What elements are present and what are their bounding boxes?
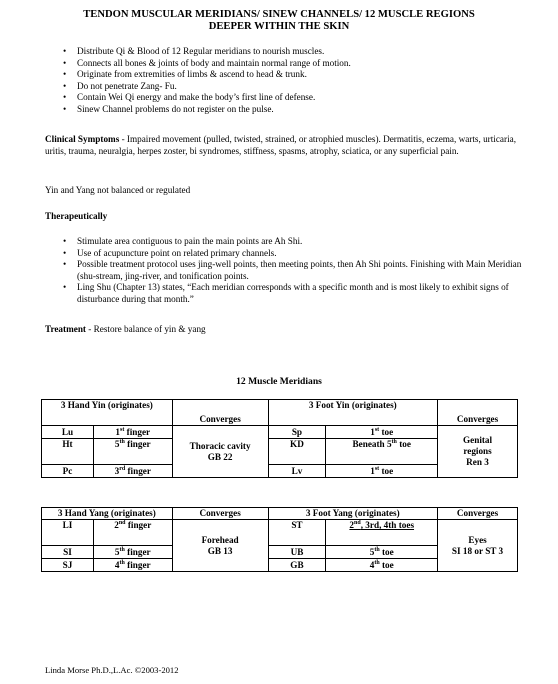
table-title: 12 Muscle Meridians bbox=[236, 376, 322, 387]
origin-cell bbox=[93, 439, 172, 465]
origin-text: finger bbox=[124, 426, 151, 437]
table-row bbox=[42, 520, 518, 546]
converges-header: Converges bbox=[438, 400, 518, 426]
origin-cell bbox=[326, 546, 438, 559]
ordinal-suffix: th bbox=[119, 438, 125, 445]
ordinal-number: 3 bbox=[114, 465, 120, 476]
origin-cell bbox=[326, 559, 438, 572]
ordinal-number: 5 bbox=[369, 546, 375, 557]
meridian-cell: KD bbox=[268, 439, 326, 465]
foot-yang-header: 3 Foot Yang (originates) bbox=[268, 508, 438, 520]
converges-cell bbox=[172, 426, 268, 478]
origin-text: toe bbox=[379, 559, 394, 570]
list-item: • Contain Wei Qi energy and make the body’s first line of defense. bbox=[63, 92, 533, 104]
treatment-label: Treatment bbox=[45, 324, 86, 334]
converges-cell bbox=[438, 426, 518, 478]
meridian-cell: Sp bbox=[268, 426, 326, 439]
converges-line: Forehead bbox=[201, 534, 239, 545]
origin-text: toe bbox=[396, 439, 411, 449]
meridian-cell: GB bbox=[268, 559, 326, 572]
clinical-symptoms-label: Clinical Symptoms bbox=[45, 134, 120, 144]
ordinal-suffix: th bbox=[119, 559, 125, 566]
treatment-text: - Restore balance of yin & yang bbox=[86, 324, 206, 334]
origin-cell bbox=[93, 546, 172, 559]
converges-cell bbox=[438, 520, 518, 572]
intro-bullet-list bbox=[63, 46, 533, 116]
list-item: • Use of acupuncture point on related primary channels. bbox=[63, 248, 523, 260]
list-item: • Sinew Channel problems do not register on the pulse. bbox=[63, 104, 533, 116]
title-line-1: TENDON MUSCULAR MERIDIANS/ SINEW CHANNELS/ 12 MUSCLE REGIONS bbox=[83, 9, 475, 20]
therapeutic-bullet-list bbox=[63, 236, 523, 306]
converges-line: SI 18 or ST 3 bbox=[451, 545, 504, 556]
list-item: • Distribute Qi & Blood of 12 Regular meridians to nourish muscles. bbox=[63, 46, 533, 58]
ordinal-suffix: st bbox=[120, 426, 125, 433]
table-row bbox=[42, 508, 518, 520]
ordinal-suffix: nd bbox=[354, 519, 361, 526]
origin-text: , 3rd, 4th toes bbox=[360, 520, 415, 530]
ordinal-suffix: th bbox=[119, 546, 125, 553]
ordinal-number: 4 bbox=[369, 559, 375, 570]
meridian-cell: LI bbox=[42, 520, 94, 546]
converges-line: Thoracic cavity bbox=[189, 440, 251, 451]
meridian-cell: Ht bbox=[42, 439, 94, 465]
footer-copyright: Linda Morse Ph.D.,L.Ac. ©2003-2012 bbox=[45, 665, 179, 675]
yin-yang-statement: Yin and Yang not balanced or regulated bbox=[45, 185, 191, 195]
ordinal-number: 1 bbox=[115, 426, 121, 437]
origin-cell bbox=[326, 465, 438, 478]
origin-prefix: Beneath bbox=[352, 439, 387, 449]
converges-header: Converges bbox=[172, 400, 268, 426]
origin-text: finger bbox=[124, 439, 151, 449]
origin-text: finger bbox=[125, 520, 152, 530]
clinical-symptoms-paragraph bbox=[45, 134, 525, 157]
table-row bbox=[42, 400, 518, 414]
ordinal-suffix: rd bbox=[119, 465, 126, 472]
origin-text: toe bbox=[379, 426, 394, 437]
meridian-cell: ST bbox=[268, 520, 326, 546]
converges-line: Eyes bbox=[468, 534, 487, 545]
therapeutically-heading: Therapeutically bbox=[45, 211, 108, 221]
ordinal-number: 5 bbox=[114, 439, 120, 449]
hand-yin-header: 3 Hand Yin (originates) bbox=[42, 400, 173, 426]
converges-line: Ren 3 bbox=[466, 457, 489, 467]
list-item: • Ling Shu (Chapter 13) states, “Each meridian corresponds with a specific month and is most likely to exhibit signs of disturbance during that month.” bbox=[63, 282, 523, 305]
ordinal-number: 5 bbox=[386, 439, 392, 449]
converges-header: Converges bbox=[172, 508, 268, 520]
origin-text: toe bbox=[379, 546, 394, 557]
origin-cell bbox=[326, 439, 438, 465]
title-line-2: DEEPER WITHIN THE SKIN bbox=[208, 21, 350, 32]
page-title bbox=[0, 9, 558, 33]
ordinal-suffix: th bbox=[391, 438, 397, 445]
converges-line: regions bbox=[463, 446, 492, 456]
ordinal-number: 2 bbox=[114, 520, 119, 530]
list-item: • Connects all bones & joints of body and maintain normal range of motion. bbox=[63, 58, 533, 70]
ordinal-suffix: th bbox=[374, 546, 380, 553]
ordinal-number: 1 bbox=[370, 426, 375, 437]
meridian-cell: UB bbox=[268, 546, 326, 559]
origin-text: finger bbox=[124, 546, 151, 557]
list-item: • Stimulate area contiguous to pain the main points are Ah Shi. bbox=[63, 236, 523, 248]
ordinal-number: 1 bbox=[370, 465, 375, 476]
list-item: • Originate from extremities of limbs & ascend to head & trunk. bbox=[63, 69, 533, 81]
yin-meridian-table bbox=[41, 399, 518, 478]
list-item: • Possible treatment protocol uses jing-well points, then meeting points, then Ah Shi points. Finishing with Main Meridian (shu-stream, jing-river, and tonification points. bbox=[63, 259, 523, 282]
origin-cell bbox=[326, 426, 438, 439]
meridian-cell: Pc bbox=[42, 465, 94, 478]
converges-cell bbox=[172, 520, 268, 572]
clinical-symptoms-text: - Impaired movement (pulled, twisted, strained, or atrophied muscles). Dermatitis, eczema, warts, urticaria, uritis, trauma, neuralgia, herpes zoster, bi syndromes, stiffness, spasms, atrophy, sciatica, or any superficial pain. bbox=[45, 134, 516, 156]
foot-yin-header: 3 Foot Yin (originates) bbox=[268, 400, 438, 426]
list-item: • Do not penetrate Zang- Fu. bbox=[63, 81, 533, 93]
ordinal-suffix: th bbox=[374, 559, 380, 566]
ordinal-number: 5 bbox=[114, 546, 120, 557]
meridian-cell: Lv bbox=[268, 465, 326, 478]
meridian-cell: SJ bbox=[42, 559, 94, 572]
ordinal-suffix: nd bbox=[118, 519, 126, 526]
origin-text: finger bbox=[125, 465, 151, 476]
ordinal-number: 4 bbox=[114, 559, 120, 570]
origin-text: finger bbox=[124, 559, 151, 570]
origin-text: toe bbox=[379, 465, 394, 476]
hand-yang-header: 3 Hand Yang (originates) bbox=[42, 508, 173, 520]
treatment-paragraph bbox=[45, 324, 525, 336]
origin-cell bbox=[93, 559, 172, 572]
ordinal-number: 2 bbox=[349, 520, 354, 530]
origin-cell bbox=[93, 520, 172, 546]
table-row bbox=[42, 426, 518, 439]
origin-cell bbox=[93, 426, 172, 439]
yang-meridian-table bbox=[41, 507, 518, 572]
ordinal-suffix: st bbox=[374, 465, 380, 472]
converges-line: Genital bbox=[462, 435, 493, 445]
meridian-cell: SI bbox=[42, 546, 94, 559]
converges-line: GB 13 bbox=[207, 545, 233, 556]
ordinal-suffix: st bbox=[374, 426, 380, 433]
origin-cell bbox=[93, 465, 172, 478]
origin-cell bbox=[326, 520, 438, 546]
converges-line: GB 22 bbox=[207, 451, 233, 462]
meridian-cell: Lu bbox=[42, 426, 94, 439]
converges-header: Converges bbox=[438, 508, 518, 520]
